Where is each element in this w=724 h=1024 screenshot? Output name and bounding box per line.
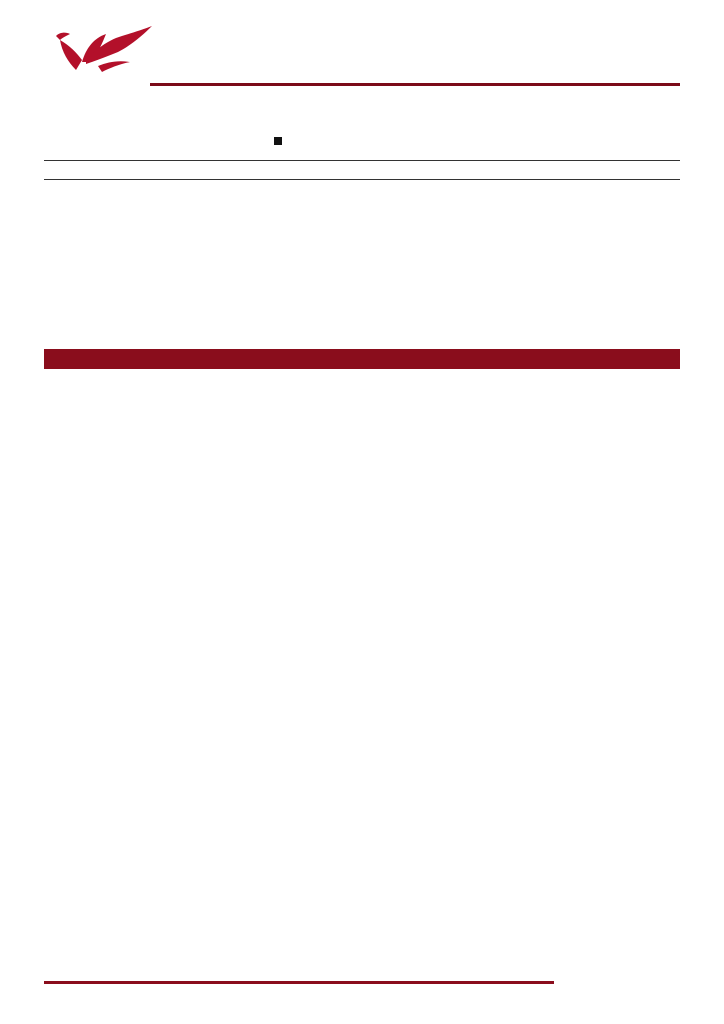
financial-forecast-table [44, 160, 680, 180]
header-cell [183, 161, 266, 180]
capital-logo [46, 22, 156, 90]
header-cell [266, 161, 349, 180]
header-divider [150, 83, 680, 86]
header-cell [349, 161, 432, 180]
footer-brand [572, 963, 575, 980]
header-cell [44, 161, 183, 180]
header-cell [514, 161, 597, 180]
risk-note [274, 135, 294, 149]
table-header-row [44, 161, 680, 180]
bullet-square-icon [274, 137, 282, 145]
rating-header-bar [44, 349, 680, 369]
header-cell [431, 161, 514, 180]
header-cell [597, 161, 680, 180]
footer-divider [44, 981, 554, 984]
eagle-logo-icon [46, 22, 156, 72]
